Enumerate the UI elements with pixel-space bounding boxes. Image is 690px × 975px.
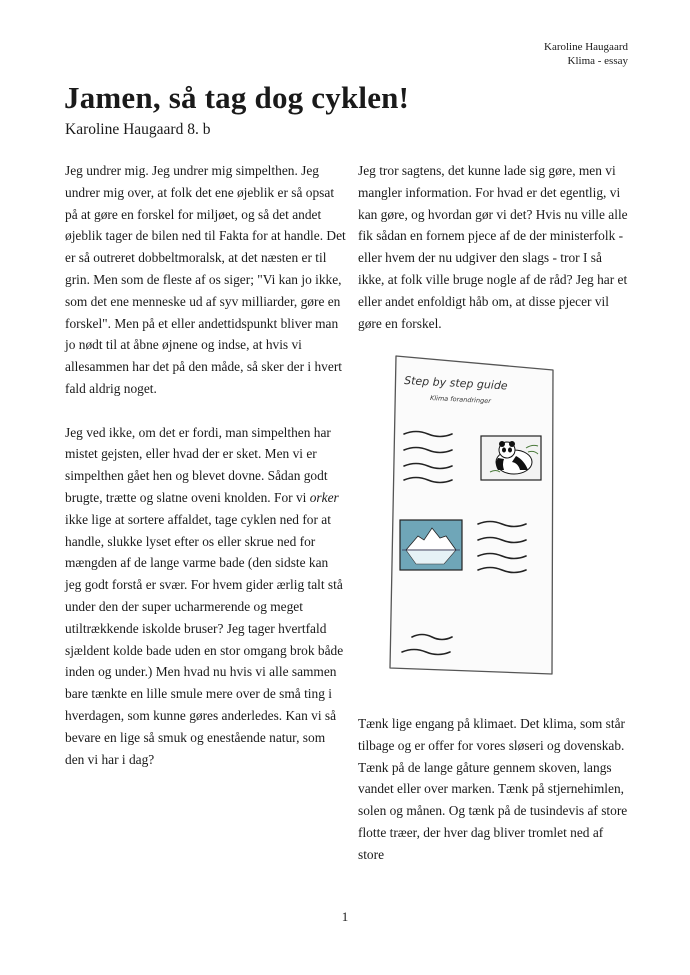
right-paragraph-2: Tænk lige engang på klimaet. Det klima, som står tilbage og er offer for vores sløseri og dovenskab. Tænk på de lange gåture gennem skoven, langs vandet eller over marken. Tænk på stjernehimlen, solen og månen. Og tænk på de tusindevis af store flotte træer, der hver dag bliver tromlet ned af store [358,716,628,862]
emphasis-orker: orker [309,489,339,505]
essay-title: Jamen, så tag dog cyklen! [64,80,410,115]
left-paragraph-2-before: Jeg ved ikke, om det er fordi, man simpelthen har mistet gejsten, eller hvad der er sket. Men vi er simpelthen gået hen og blevet dovne. Sådan godt brugte, trætte og slatne oveni knolden. For vi [65,424,331,505]
left-paragraph-1: Jeg undrer mig. Jeg undrer mig simpelthen. Jeg undrer mig over, at folk det ene øjeblik er så opsat på at gøre en forskel for miljøet, og så det andet øjeblik tager de bilen ned til Fakta for at handle. Det er så outreret dobbeltmoralsk, at det næsten er til grin. Men som de fleste af os siger; "Vi kan jo ikke, som det ene menneske ud af syv milliarder, gøre en forskel". Men på et eller andettidspunkt bliver man jo nødt til at åbne øjnene og indse, at hvis vi allesammen har det på den måde, så sker der i hvert fald aldrig noget. [65,163,346,396]
left-paragraph-2 [65,422,347,771]
left-paragraph-2-after: ikke lige at sortere affaldet, tage cyklen ned for at handle, slukke lyset efter os eller skrue ned for mængden af de lange varme bade (den sidste kan jeg godt forstå er svær. For hvem gider ærlig talt stå under den der super ucharmerende og meget utiltrækkende iskolde bruser? Jeg tager hvertfald sjældent kolde bade uden en stor omgang brok både inden og under.) Men hvad nu hvis vi alle sammen bare tænkte en lille smule mere over de små ting i hverdagen, som kunne gøres anderledes. Kan vi så bevare en lige så smuk og enestående natur, som den vi har i dag? [65,511,344,767]
left-column [65,160,347,770]
right-paragraph-1: Jeg tror sagtens, det kunne lade sig gøre, men vi mangler information. For hvad er det egentlig, vi kan gøre, og hvordan gør vi det? Hvis nu ville alle fik sådan en fornem pjece af de der ministerfolk - eller hvem der nu udgiver den slags - tror I så ikke, at folk ville bruge nogle af de råd? Jeg har et eller andet enfoldigt håb om, at disse pjecer vil gøre en forskel. [358,163,628,331]
right-column-top [358,160,630,334]
panda-picture [481,436,541,480]
right-column-bottom [358,713,628,866]
page-number: 1 [341,909,349,924]
sketch-subheading: Klima forandringer [429,394,492,406]
iceberg-picture [400,520,462,570]
pamphlet-sketch-illustration [386,352,556,677]
sketch-heading: Step by step guide [403,374,508,393]
header-subject: Klima - essay [567,55,628,67]
running-header [544,40,628,68]
header-author: Karoline Haugaard [544,41,628,53]
essay-byline: Karoline Haugaard 8. b [65,121,211,138]
